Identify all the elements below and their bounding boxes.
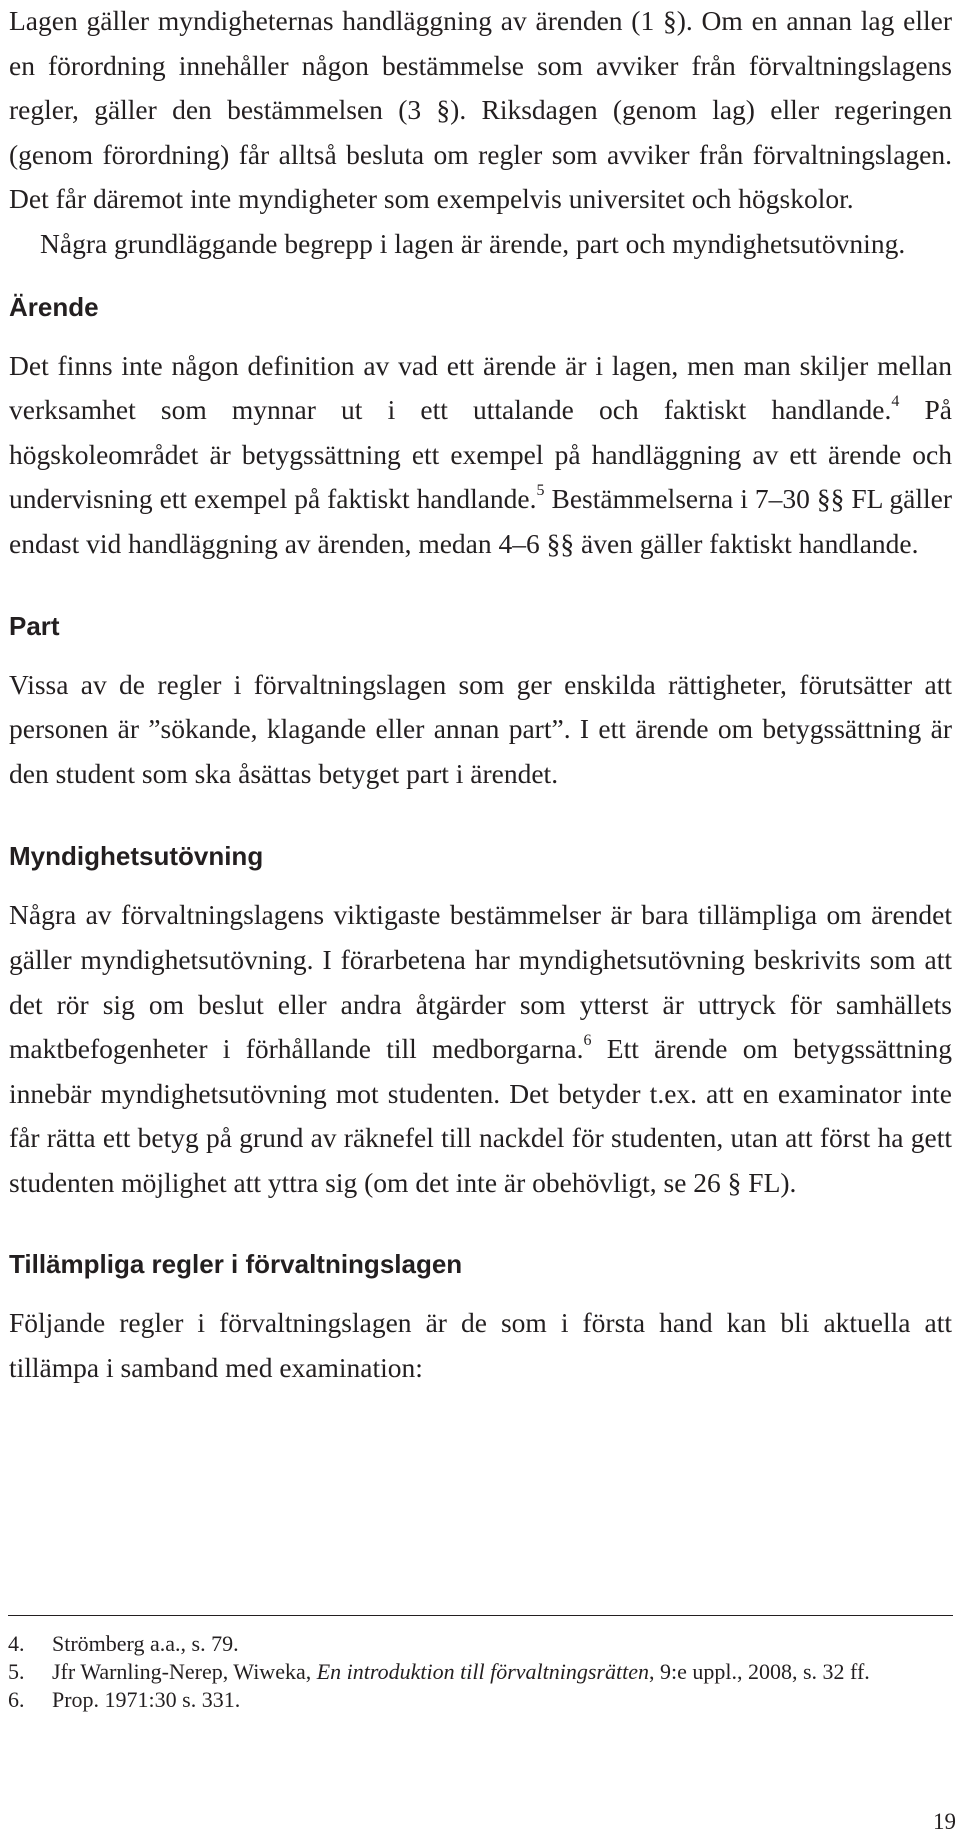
footnote-number: 6. (8, 1687, 25, 1712)
myndighetsutovning-paragraph (9, 893, 952, 1205)
heading-myndighetsutovning: Myndighetsutövning (9, 841, 264, 872)
footnote-ref-4: 4 (891, 393, 900, 411)
tillampliga-paragraph: Följande regler i förvaltningslagen är de som i första hand kan bli aktuella att tillämpa i samband med examination: (9, 1307, 952, 1384)
myndighetsutovning-text-2: Ett ärende om betygssättning innebär myndighetsutövning mot studenten. Det betyder t.ex. att en examinator inte får rätta ett betyg på grund av räknefel till nackdel för studenten, utan att först ha gett studenten möjlighet att yttra sig (om det inte är obehövligt, se 26 § FL). (9, 1033, 952, 1198)
heading-arende: Ärende (9, 291, 99, 322)
part-paragraph: Vissa av de regler i förvaltningslagen som ger enskilda rättigheter, förutsätter att personen är ”sökande, klagande eller annan part”. I ett ärende om betygssättning är den student som ska åsättas betyget part i ärendet. (9, 668, 952, 789)
footnote-text-pre: Jfr Warnling-Nerep, Wiweka, (52, 1659, 317, 1684)
footnote-item (8, 1630, 953, 1658)
document-page (9, 0, 952, 1391)
page-number: 19 (933, 1809, 956, 1834)
heading-tillampliga-regler: Tillämpliga regler i förvaltningslagen (9, 1249, 463, 1280)
footnote-text-post: , 9:e uppl., 2008, s. 32 ff. (648, 1659, 870, 1684)
footnote-divider (8, 1615, 953, 1616)
footnote-number: 4. (8, 1631, 25, 1656)
arende-text-3: Bestämmelserna i 7–30 §§ FL gäller endast vid handläggning av ärenden, medan 4–6 §§ även gäller faktiskt handlande. (9, 483, 952, 559)
footnote-ref-6: 6 (583, 1032, 592, 1050)
arende-paragraph (9, 344, 952, 567)
arende-text-1: Det finns inte någon definition av vad ett ärende är i lagen, men man skiljer mellan verksamhet som mynnar ut i ett uttalande och faktiskt handlande. (9, 349, 952, 426)
arende-text-2: På högskoleområdet är betygssättning ett exempel på handläggning av ett ärende och undervisning ett exempel på faktiskt handlande. (9, 394, 952, 515)
footnote-ref-5: 5 (536, 482, 545, 500)
footnote-book-title: En introduktion till förvaltningsrätten (316, 1659, 649, 1684)
footnote-item (8, 1686, 953, 1714)
myndighetsutovning-text-1: Några av förvaltningslagens viktigaste bestämmelser är bara tillämpliga om ärendet gäller myndighetsutövning. I förarbetena har myndighetsutövning beskrivits som att det rör sig om beslut eller andra åtgärder som ytterst är uttryck för samhällets maktbefogenheter i förhållande till medborgarna. (9, 899, 952, 1065)
intro-paragraph-2: Några grundläggande begrepp i lagen är ärende, part och myndighetsutövning. (40, 227, 906, 259)
footnote-text: Strömberg a.a., s. 79. (52, 1631, 239, 1656)
heading-part: Part (9, 610, 60, 641)
footnote-number: 5. (8, 1659, 25, 1684)
footnotes-list (8, 1630, 953, 1714)
footnote-item (8, 1658, 953, 1686)
footnote-text: Prop. 1971:30 s. 331. (52, 1687, 241, 1712)
intro-paragraph-1: Lagen gäller myndigheternas handläggning av ärenden (1 §). Om en annan lag eller en förordning innehåller någon bestämmelse som avviker från förvaltningslagens regler, gäller den bestämmelsen (3 §). Riksdagen (genom lag) eller regeringen (genom förordning) får alltså besluta om regler som avviker från förvaltningslagen. Det får däremot inte myndigheter som exempelvis universitet och högskolor. (9, 5, 952, 215)
